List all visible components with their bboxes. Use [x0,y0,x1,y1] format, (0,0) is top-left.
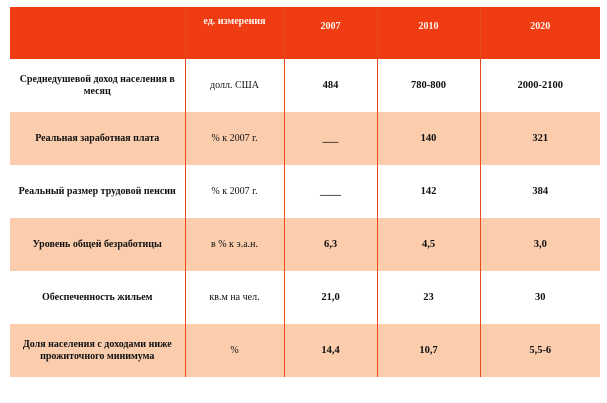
value-2007: 6,3 [284,218,377,271]
unit-cell: % к 2007 г. [185,165,284,218]
value-2007: ___ [284,112,377,165]
header-row [10,7,600,59]
value-2020: 321 [480,112,600,165]
value-2010: 140 [377,112,480,165]
indicator-cell: Уровень общей безработицы [10,218,185,271]
value-2010: 10,7 [377,324,480,377]
value-2020: 384 [480,165,600,218]
table-row [10,59,600,112]
unit-cell: % [185,324,284,377]
indicators-table [10,7,600,377]
indicator-cell: Реальный размер трудовой пенсии [10,165,185,218]
header-unit: ед. измерения [185,7,284,59]
header-year-2020: 2020 [480,7,600,59]
value-2007: 484 [284,59,377,112]
indicator-cell: Доля населения с доходами ниже прожиточного минимума [10,324,185,377]
indicator-cell: Обеспеченность жильем [10,271,185,324]
table-row [10,218,600,271]
unit-cell: в % к э.а.н. [185,218,284,271]
unit-cell: % к 2007 г. [185,112,284,165]
header-year-2007: 2007 [284,7,377,59]
table-row [10,112,600,165]
value-2010: 780-800 [377,59,480,112]
value-2020: 3,0 [480,218,600,271]
value-2020: 30 [480,271,600,324]
value-2010: 23 [377,271,480,324]
header-year-2010: 2010 [377,7,480,59]
indicator-cell: Реальная заработная плата [10,112,185,165]
value-2007: 14,4 [284,324,377,377]
header-indicator [10,7,185,59]
value-2007: 21,0 [284,271,377,324]
value-2010: 142 [377,165,480,218]
value-2007: ____ [284,165,377,218]
table-row [10,271,600,324]
value-2020: 5,5-6 [480,324,600,377]
table-row [10,165,600,218]
value-2010: 4,5 [377,218,480,271]
unit-cell: кв.м на чел. [185,271,284,324]
unit-cell: долл. США [185,59,284,112]
indicator-cell: Среднедушевой доход населения в месяц [10,59,185,112]
value-2020: 2000-2100 [480,59,600,112]
table-row [10,324,600,377]
